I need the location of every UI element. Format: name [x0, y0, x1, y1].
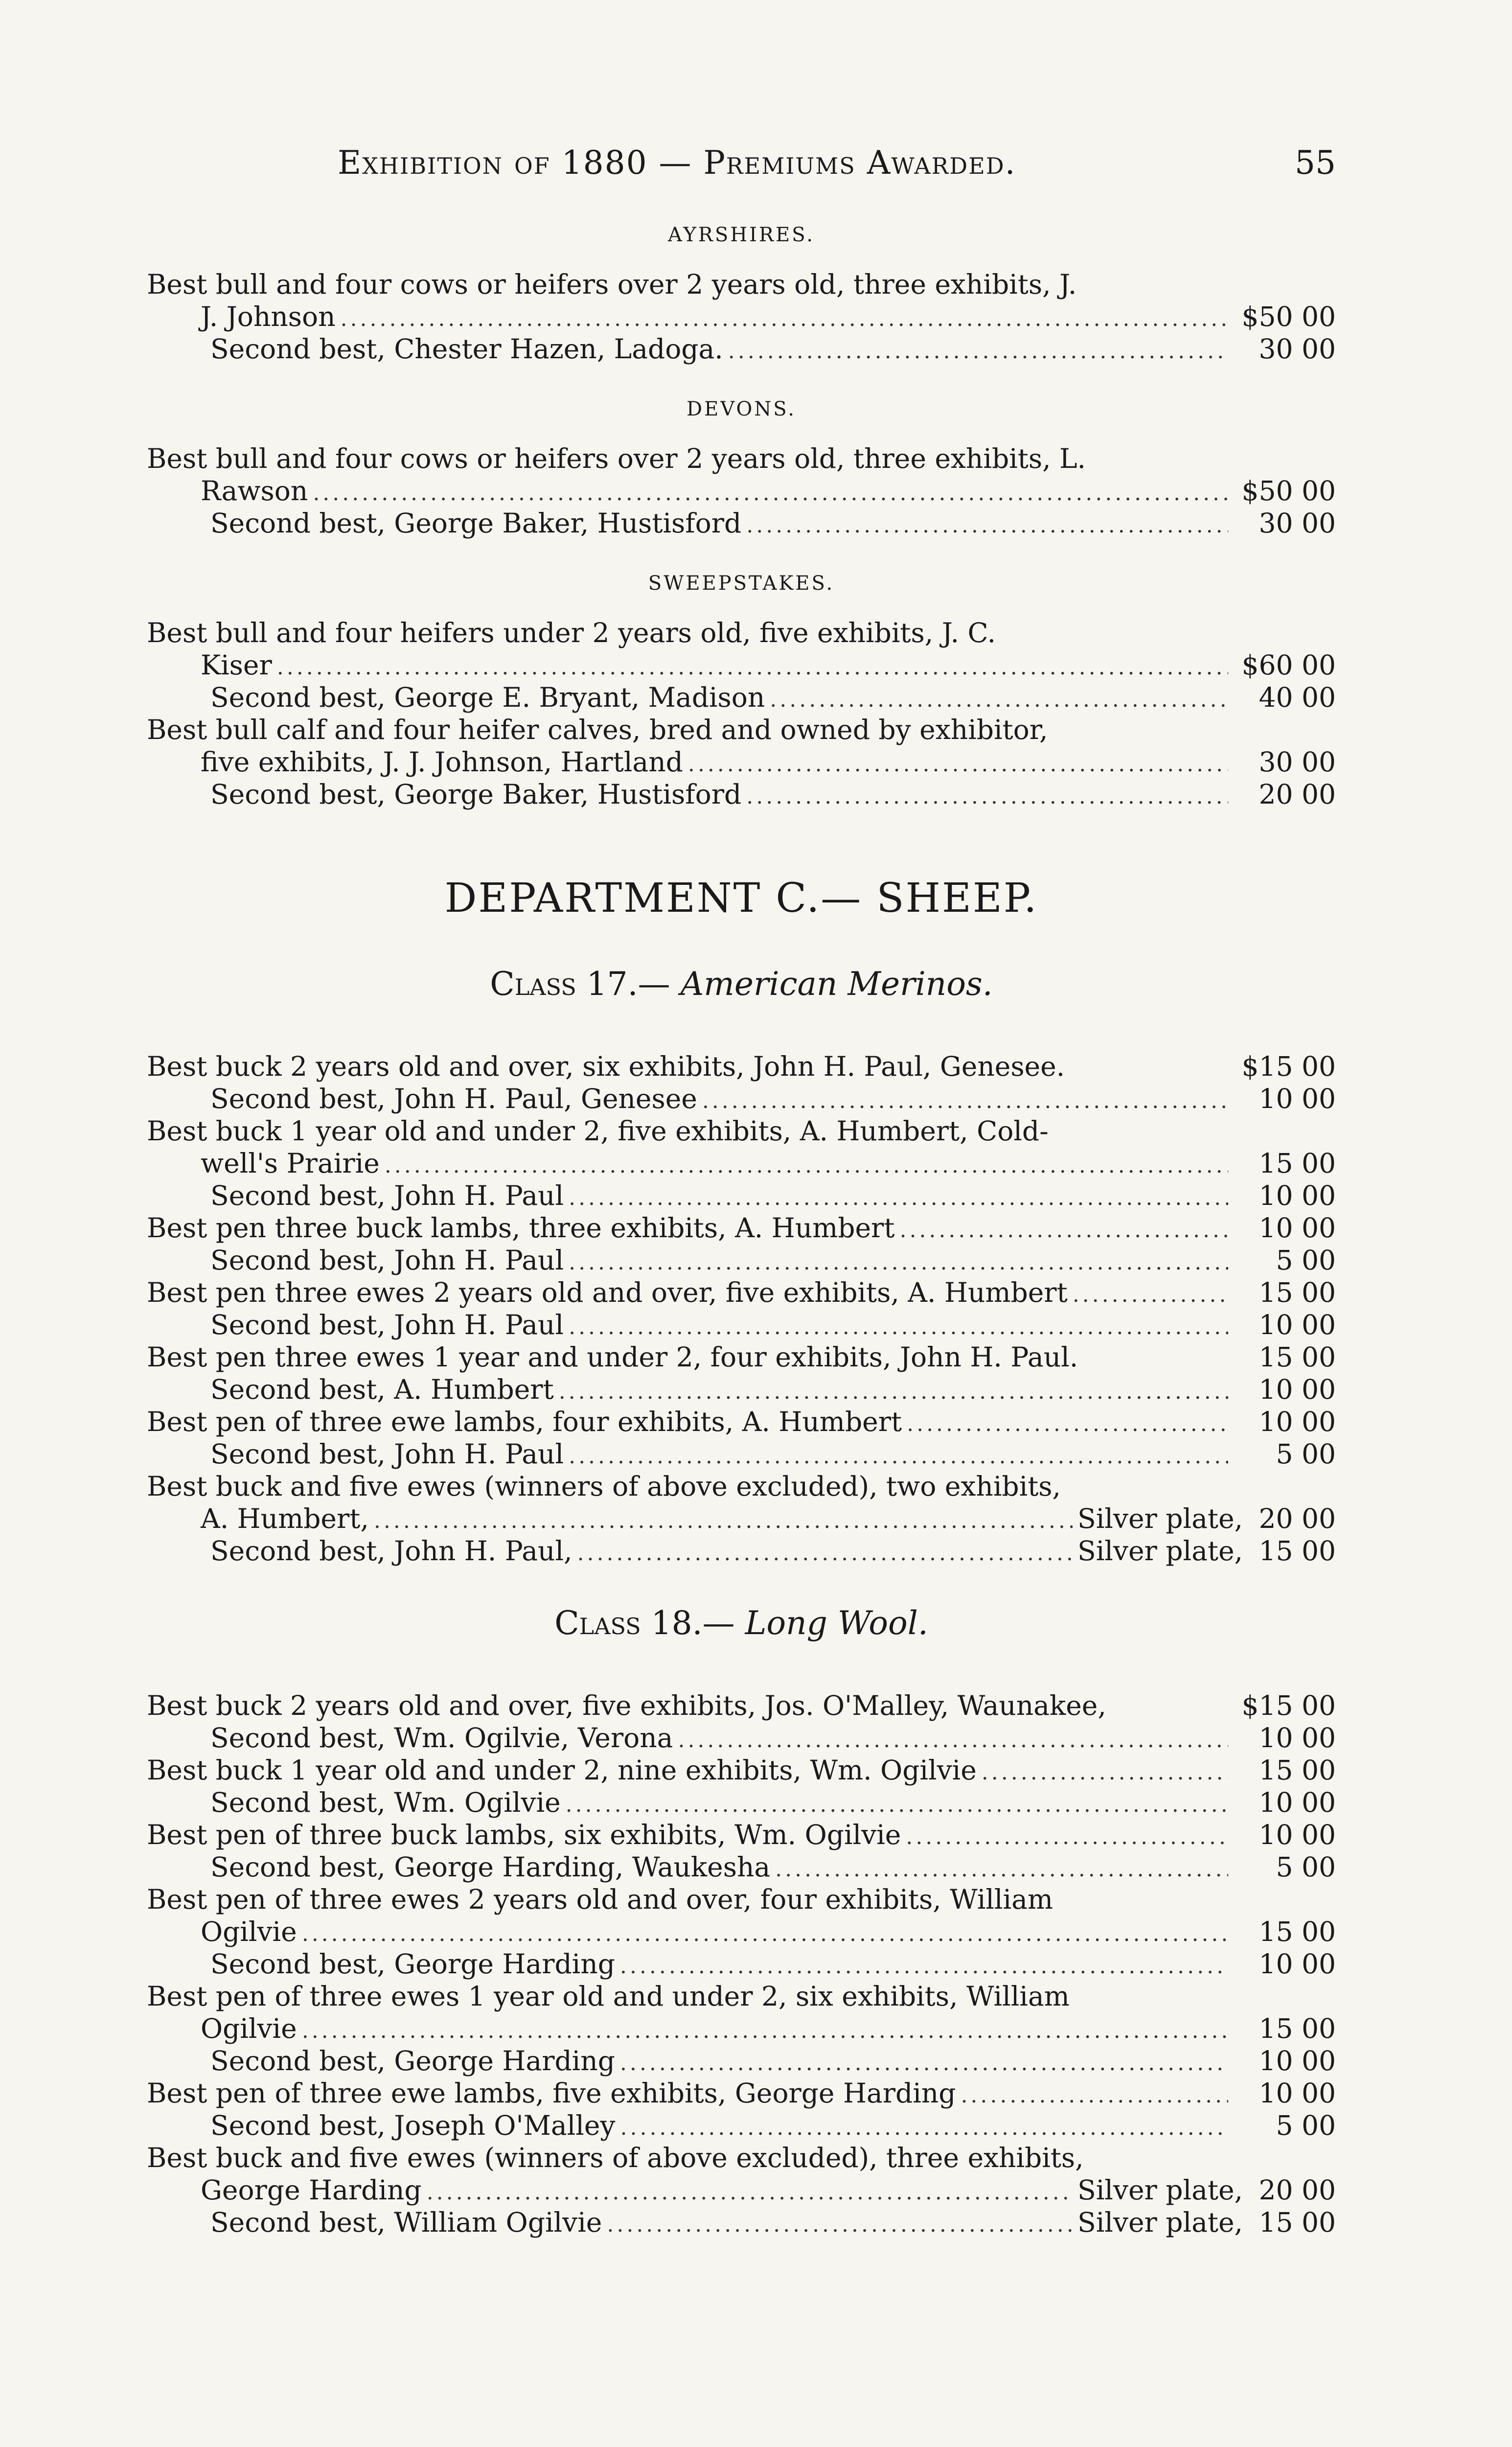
entry-line: [147, 1980, 1336, 2012]
entry-line: [147, 617, 1336, 649]
entry-line: [147, 1851, 1336, 1883]
dot-leader: [728, 335, 1228, 368]
dot-leader: [313, 477, 1228, 509]
second-best-entry: [147, 1373, 1336, 1406]
premium-amount: 30 00: [1259, 746, 1336, 778]
entry-text: Second best, Joseph O'Malley: [210, 2110, 616, 2141]
class-gap: [147, 1567, 1336, 1587]
award-entry: [147, 1754, 1336, 1786]
dot-leader: [899, 1214, 1228, 1247]
award-entry: [147, 1276, 1336, 1309]
premium-amount: 10 00: [1259, 2078, 1336, 2109]
class-label: Class 18.—: [554, 1604, 745, 1642]
premium-type: Silver plate,: [1077, 1503, 1243, 1534]
entry-line: [147, 1309, 1336, 1341]
department-heading: DEPARTMENT C.— SHEEP.: [444, 875, 1038, 922]
entry-text: Ogilvie: [201, 1916, 297, 1947]
premium-amount: 5 00: [1276, 1245, 1336, 1276]
premium-amount: $15 00: [1241, 1051, 1336, 1082]
dot-leader: [302, 2015, 1228, 2047]
entry-list: [147, 617, 1336, 810]
premium-amount: 15 00: [1259, 1535, 1336, 1567]
dot-leader: [277, 651, 1228, 684]
award-entry: [147, 1406, 1336, 1438]
dot-leader: [746, 781, 1228, 813]
premium-amount: 15 00: [1259, 1916, 1336, 1947]
entry-text: Second best, George Baker, Hustisford: [210, 508, 742, 539]
class-label: Class 17.—: [490, 965, 681, 1003]
award-entry: [147, 1115, 1336, 1179]
premium-amount: 15 00: [1259, 1341, 1336, 1373]
award-entry: [147, 2077, 1336, 2109]
entry-text: Best bull and four heifers under 2 years old, five exhibits, J. C.: [147, 617, 996, 648]
dot-leader: [569, 1311, 1228, 1343]
sheep-classes: [147, 962, 1336, 2239]
running-head: [147, 144, 1336, 191]
entry-line: [147, 1373, 1336, 1406]
entry-text: Kiser: [201, 649, 272, 681]
entry-line: [147, 2109, 1336, 2142]
premium-amount: 30 00: [1259, 508, 1336, 539]
award-entry: [147, 442, 1336, 507]
award-entry: [147, 1980, 1336, 2045]
entry-line: [147, 681, 1336, 714]
entry-line: [147, 2174, 1336, 2206]
entry-list: [147, 268, 1336, 365]
entry-text: Second best, John H. Paul: [210, 1245, 564, 1276]
entry-text: George Harding: [201, 2174, 422, 2206]
dot-leader: [569, 1182, 1228, 1214]
dot-leader: [1073, 1279, 1228, 1311]
second-best-entry: [147, 778, 1336, 810]
entry-line: [147, 1754, 1336, 1786]
entry-text: Second best, John H. Paul: [210, 1438, 564, 1470]
second-best-entry: [147, 1851, 1336, 1883]
entry-text: A. Humbert,: [201, 1503, 369, 1534]
premium-amount: $50 00: [1241, 475, 1336, 507]
entry-text: Second best, John H. Paul,: [210, 1535, 573, 1567]
premium-amount: 15 00: [1259, 2013, 1336, 2044]
entry-text: Best pen of three ewe lambs, four exhibits, A. Humbert: [147, 1406, 902, 1437]
dot-leader: [961, 2079, 1228, 2112]
entry-line: [147, 746, 1336, 778]
entry-line: [147, 1883, 1336, 1916]
entry-line: [147, 1083, 1336, 1115]
entry-line: [147, 1470, 1336, 1502]
entry-line: [147, 442, 1336, 475]
premium-type: Silver plate,: [1077, 2174, 1243, 2206]
entry-text: five exhibits, J. J. Johnson, Hartland: [201, 746, 683, 778]
dot-leader: [566, 1789, 1228, 1821]
dot-leader: [907, 1408, 1228, 1440]
second-best-entry: [147, 333, 1336, 365]
dot-leader: [688, 748, 1228, 781]
entry-text: Best pen three buck lambs, three exhibits, A. Humbert: [147, 1212, 895, 1244]
premium-amount: 30 00: [1259, 333, 1336, 365]
second-best-entry: [147, 2206, 1336, 2239]
entry-text: Best bull and four cows or heifers over 2 years old, three exhibits, L.: [147, 443, 1086, 474]
dot-leader: [746, 509, 1228, 542]
premium-amount: 10 00: [1259, 2045, 1336, 2077]
class-heading: [147, 1601, 1336, 1645]
entry-line: [147, 1438, 1336, 1470]
entry-list: [147, 442, 1336, 539]
entry-text: Best pen three ewes 2 years old and over, five exhibits, A. Humbert: [147, 1277, 1068, 1308]
entry-text: Best pen of three ewes 1 year old and under 2, six exhibits, William: [147, 1981, 1070, 2012]
entry-text: Second best, William Ogilvie: [210, 2207, 602, 2238]
entry-line: [147, 1276, 1336, 1309]
premium-amount: 10 00: [1259, 1787, 1336, 1818]
dot-leader: [620, 1950, 1228, 1983]
entry-text: Second best, George Baker, Hustisford: [210, 779, 742, 810]
premium-amount: 20 00: [1259, 2174, 1336, 2206]
entry-line: [147, 714, 1336, 746]
entry-text: Best buck and five ewes (winners of above excluded), three exhibits,: [147, 2142, 1084, 2173]
second-best-entry: [147, 1948, 1336, 1980]
premium-amount: $15 00: [1241, 1690, 1336, 1721]
document-page: [147, 144, 1336, 2239]
entry-list: [147, 1050, 1336, 1567]
award-entry: [147, 1341, 1336, 1373]
premium-type: Silver plate,: [1077, 2207, 1243, 2238]
dot-leader: [702, 1085, 1228, 1117]
premium-amount: 10 00: [1259, 1406, 1336, 1437]
award-entry: [147, 1212, 1336, 1244]
premium-amount: 10 00: [1259, 1083, 1336, 1114]
second-best-entry: [147, 1244, 1336, 1276]
entry-text: well's Prairie: [201, 1148, 380, 1179]
entry-text: Second best, Chester Hazen, Ladoga.: [210, 333, 723, 365]
award-entry: [147, 1883, 1336, 1948]
section-heading: AYRSHIRES.: [668, 224, 815, 246]
entry-line: [147, 268, 1336, 300]
premium-amount: 10 00: [1259, 1819, 1336, 1850]
entry-text: Second best, George Harding, Waukesha: [210, 1851, 771, 1883]
entry-line: [147, 1115, 1336, 1147]
entry-text: Best buck and five ewes (winners of above excluded), two exhibits,: [147, 1471, 1061, 1502]
dot-leader: [906, 1821, 1228, 1853]
entry-line: [147, 1722, 1336, 1754]
entry-text: Second best, John H. Paul: [210, 1309, 564, 1340]
entry-line: [147, 475, 1336, 507]
cattle-sections: [147, 220, 1336, 810]
entry-line: [147, 507, 1336, 539]
second-best-entry: [147, 1309, 1336, 1341]
entry-text: Best pen three ewes 1 year and under 2, four exhibits, John H. Paul.: [147, 1341, 1078, 1373]
dot-leader: [559, 1376, 1228, 1408]
second-best-entry: [147, 1535, 1336, 1567]
premium-amount: 10 00: [1259, 1722, 1336, 1754]
second-best-entry: [147, 1438, 1336, 1470]
entry-line: [147, 333, 1336, 365]
award-entry: [147, 1050, 1336, 1083]
entry-text: Second best, A. Humbert: [210, 1374, 554, 1405]
second-best-entry: [147, 1786, 1336, 1819]
entry-list: [147, 1689, 1336, 2239]
entry-line: [147, 1819, 1336, 1851]
dot-leader: [385, 1150, 1228, 1182]
premium-amount: 10 00: [1259, 1212, 1336, 1244]
award-entry: [147, 1470, 1336, 1535]
dot-leader: [982, 1756, 1228, 1789]
entry-line: [147, 1786, 1336, 1819]
second-best-entry: [147, 2045, 1336, 2077]
entry-line: [147, 1147, 1336, 1179]
entry-line: [147, 1916, 1336, 1948]
entry-text: Second best, George Harding: [210, 1948, 615, 1980]
award-entry: [147, 714, 1336, 778]
entry-text: Rawson: [201, 475, 308, 507]
dot-leader: [620, 2112, 1228, 2144]
dot-leader: [569, 1247, 1228, 1279]
premium-amount: 10 00: [1259, 1309, 1336, 1340]
entry-text: Best buck 2 years old and over, five exhibits, Jos. O'Malley, Waunakee,: [147, 1690, 1106, 1721]
section-heading: SWEEPSTAKES.: [648, 572, 835, 595]
entry-line: [147, 1050, 1336, 1083]
dot-leader: [770, 684, 1228, 716]
dot-leader: [620, 2047, 1228, 2079]
second-best-entry: [147, 681, 1336, 714]
entry-line: [147, 1179, 1336, 1212]
entry-text: Best pen of three ewes 2 years old and over, four exhibits, William: [147, 1884, 1054, 1915]
award-entry: [147, 617, 1336, 681]
entry-line: [147, 2142, 1336, 2174]
premium-amount: 5 00: [1276, 2110, 1336, 2141]
premium-amount: 15 00: [1259, 1277, 1336, 1308]
entry-text: Ogilvie: [201, 2013, 297, 2044]
second-best-entry: [147, 1722, 1336, 1754]
entry-text: Best buck 1 year old and under 2, nine exhibits, Wm. Ogilvie: [147, 1754, 977, 1786]
entry-text: J. Johnson: [201, 301, 336, 332]
award-entry: [147, 1819, 1336, 1851]
entry-text: Best buck 1 year old and under 2, five exhibits, A. Humbert, Cold-: [147, 1115, 1049, 1147]
entry-text: Best buck 2 years old and over, six exhibits, John H. Paul, Genesee.: [147, 1051, 1065, 1082]
entry-line: [147, 1689, 1336, 1722]
premium-amount: 15 00: [1259, 1148, 1336, 1179]
premium-amount: 20 00: [1259, 1503, 1336, 1534]
premium-amount: 40 00: [1259, 682, 1336, 713]
dot-leader: [302, 1918, 1228, 1950]
entry-line: [147, 1244, 1336, 1276]
dot-leader: [678, 1724, 1228, 1756]
award-entry: [147, 268, 1336, 333]
dot-leader: [607, 2209, 1073, 2241]
dot-leader: [374, 1505, 1073, 1537]
entry-text: Second best, Wm. Ogilvie, Verona: [210, 1722, 673, 1754]
entry-line: [147, 2012, 1336, 2045]
second-best-entry: [147, 2109, 1336, 2142]
dot-leader: [569, 1440, 1228, 1473]
premium-type: Silver plate,: [1077, 1535, 1243, 1567]
entry-text: Second best, John H. Paul, Genesee: [210, 1083, 697, 1114]
premium-amount: $60 00: [1241, 649, 1336, 681]
entry-text: Second best, George E. Bryant, Madison: [210, 682, 765, 713]
second-best-entry: [147, 507, 1336, 539]
entry-line: [147, 2045, 1336, 2077]
entry-text: Second best, George Harding: [210, 2045, 615, 2077]
premium-amount: 5 00: [1276, 1851, 1336, 1883]
second-best-entry: [147, 1179, 1336, 1212]
entry-line: [147, 1212, 1336, 1244]
entry-line: [147, 649, 1336, 681]
entry-text: Best pen of three buck lambs, six exhibits, Wm. Ogilvie: [147, 1819, 901, 1850]
award-entry: [147, 1689, 1336, 1722]
entry-text: Best bull and four cows or heifers over 2 years old, three exhibits, J.: [147, 269, 1077, 300]
class-name: Long Wool.: [745, 1604, 928, 1642]
premium-amount: 20 00: [1259, 779, 1336, 810]
class-heading: [147, 962, 1336, 1006]
entry-line: [147, 1535, 1336, 1567]
class-name: American Merinos.: [680, 965, 993, 1003]
entry-line: [147, 300, 1336, 333]
entry-line: [147, 2077, 1336, 2109]
dot-leader: [577, 1537, 1073, 1570]
entry-line: [147, 1502, 1336, 1535]
entry-text: Best bull calf and four heifer calves, bred and owned by exhibitor,: [147, 714, 1048, 745]
entry-text: Second best, John H. Paul: [210, 1180, 564, 1211]
entry-line: [147, 1341, 1336, 1373]
dot-leader: [775, 1853, 1228, 1886]
entry-line: [147, 1406, 1336, 1438]
running-head-title: Exhibition of 1880 — Premiums Awarded.: [338, 144, 1016, 182]
entry-line: [147, 1948, 1336, 1980]
premium-amount: 15 00: [1259, 1754, 1336, 1786]
page-number: 55: [1295, 144, 1336, 182]
dot-leader: [341, 303, 1228, 335]
dot-leader: [427, 2176, 1073, 2209]
section-heading: DEVONS.: [687, 398, 796, 420]
entry-text: Best pen of three ewe lambs, five exhibits, George Harding: [147, 2078, 956, 2109]
premium-amount: $50 00: [1241, 301, 1336, 332]
premium-amount: 10 00: [1259, 1180, 1336, 1211]
premium-amount: 15 00: [1259, 2207, 1336, 2238]
second-best-entry: [147, 1083, 1336, 1115]
entry-line: [147, 778, 1336, 810]
premium-amount: 10 00: [1259, 1948, 1336, 1980]
entry-text: Second best, Wm. Ogilvie: [210, 1787, 561, 1818]
premium-amount: 10 00: [1259, 1374, 1336, 1405]
premium-amount: 5 00: [1276, 1438, 1336, 1470]
award-entry: [147, 2142, 1336, 2206]
entry-line: [147, 2206, 1336, 2239]
